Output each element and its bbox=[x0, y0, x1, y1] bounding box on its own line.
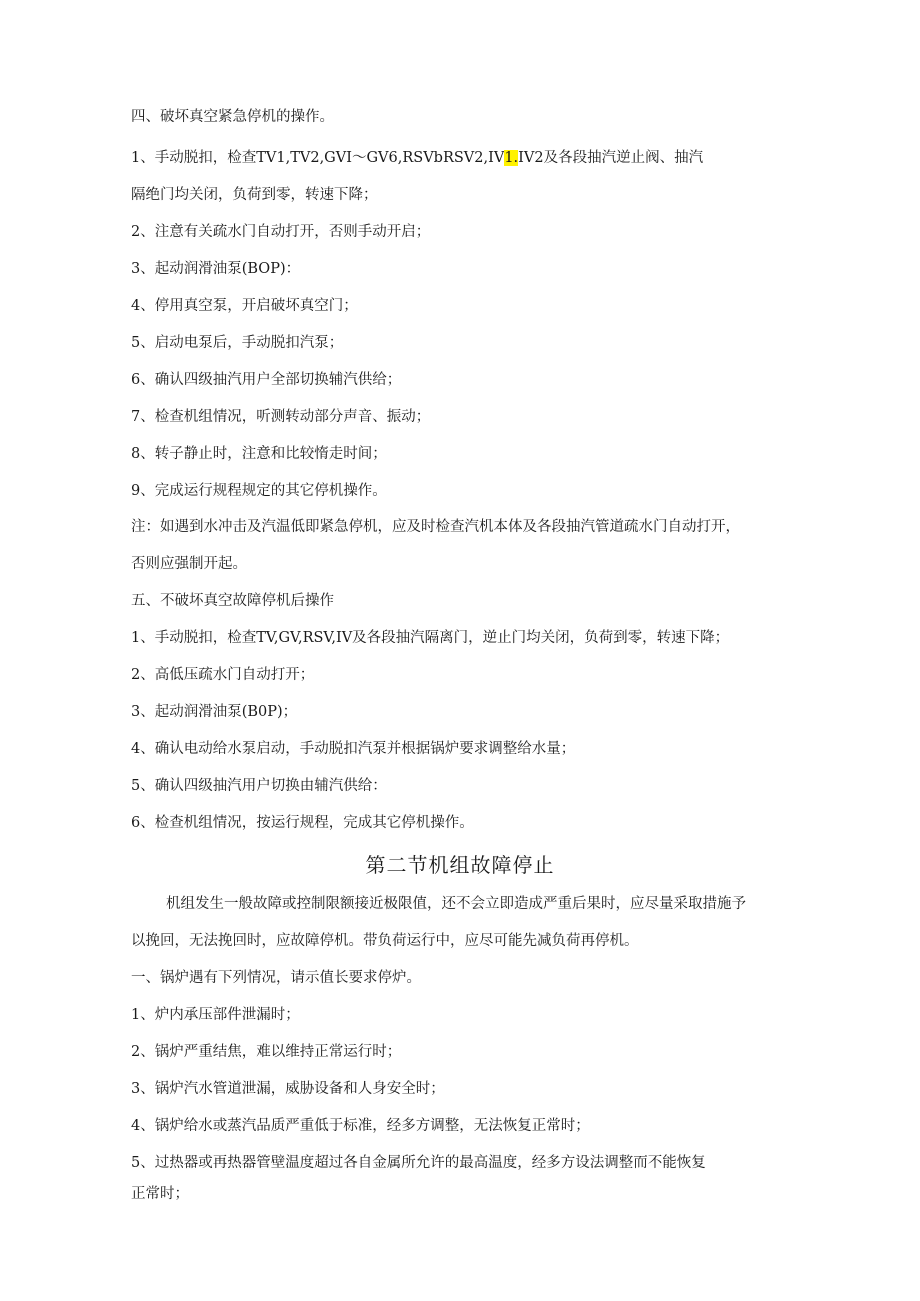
section-5-item-6: 6、检查机组情况，按运行规程，完成其它停机操作。 bbox=[131, 815, 474, 831]
section-4-note-line-1: 注：如遇到水冲击及汽温低即紧急停机，应及时检查汽机本体及各段抽汽管道疏水门自动打开， bbox=[131, 519, 740, 535]
highlighted-text: 1. bbox=[504, 150, 519, 166]
subsection-1-item-4: 4、锅炉给水或蒸汽品质严重低于标准，经多方调整，无法恢复正常时； bbox=[131, 1118, 590, 1134]
section-5-heading: 五、不破坏真空故障停机后操作 bbox=[131, 593, 334, 609]
section-5-item-1: 1、手动脱扣，检查TV,GV,RSV,IV及各段抽汽隔离门，逆止门均关闭，负荷到零，转速下降； bbox=[131, 630, 730, 646]
section-4-item-8: 8、转子静止时，注意和比较惰走时间； bbox=[131, 446, 387, 462]
section-4-item-1-continued: 隔绝门均关闭，负荷到零，转速下降； bbox=[131, 187, 378, 203]
section-5-item-2: 2、高低压疏水门自动打开； bbox=[131, 667, 315, 683]
chapter-intro-line-1: 机组发生一般故障或控制限额接近极限值，还不会立即造成严重后果时，应尽量采取措施予 bbox=[166, 896, 746, 912]
section-4-item-6: 6、确认四级抽汽用户全部切换辅汽供给； bbox=[131, 372, 402, 388]
subsection-1-item-5-line-1: 5、过热器或再热器管壁温度超过各自金属所允许的最高温度，经多方设法调整而不能恢复 bbox=[131, 1155, 706, 1171]
chapter-title: 第二节机组故障停止 bbox=[365, 853, 555, 877]
subsection-1-item-1: 1、炉内承压部件泄漏时； bbox=[131, 1007, 300, 1023]
subsection-1-item-2: 2、锅炉严重结焦，难以维持正常运行时； bbox=[131, 1044, 402, 1060]
section-4-item-7: 7、检查机组情况，听测转动部分声音、振动； bbox=[131, 409, 431, 425]
section-5-item-4: 4、确认电动给水泵启动，手动脱扣汽泵并根据锅炉要求调整给水量； bbox=[131, 741, 576, 757]
item-1-text-pre: 1、手动脱扣，检查TV1,TV2,GVI～GV6,RSVbRSV2,IV bbox=[131, 150, 505, 166]
subsection-1-item-3: 3、锅炉汽水管道泄漏，威胁设备和人身安全时； bbox=[131, 1081, 445, 1097]
section-4-note-line-2: 否则应强制开起。 bbox=[131, 556, 247, 572]
subsection-1-heading: 一、锅炉遇有下列情况，请示值长要求停炉。 bbox=[131, 970, 421, 986]
section-4-item-3: 3、起动润滑油泵(BOP)： bbox=[131, 261, 301, 277]
section-5-item-3: 3、起动润滑油泵(B0P)； bbox=[131, 704, 298, 720]
section-4-item-9: 9、完成运行规程规定的其它停机操作。 bbox=[131, 483, 387, 499]
section-4-item-2: 2、注意有关疏水门自动打开，否则手动开启； bbox=[131, 224, 431, 240]
section-4-item-5: 5、启动电泵后，手动脱扣汽泵； bbox=[131, 335, 344, 351]
section-5-item-5: 5、确认四级抽汽用户切换由辅汽供给： bbox=[131, 778, 387, 794]
section-4-heading: 四、破坏真空紧急停机的操作。 bbox=[131, 109, 334, 125]
item-1-text-post: IV2及各段抽汽逆止阀、抽汽 bbox=[518, 150, 704, 166]
subsection-1-item-5-line-2: 正常时； bbox=[131, 1186, 189, 1202]
section-4-item-1 bbox=[131, 148, 703, 168]
chapter-intro-line-2: 以挽回，无法挽回时，应故障停机。带负荷运行中，应尽可能先减负荷再停机。 bbox=[131, 933, 639, 949]
section-4-item-4: 4、停用真空泵，开启破坏真空门； bbox=[131, 298, 358, 314]
